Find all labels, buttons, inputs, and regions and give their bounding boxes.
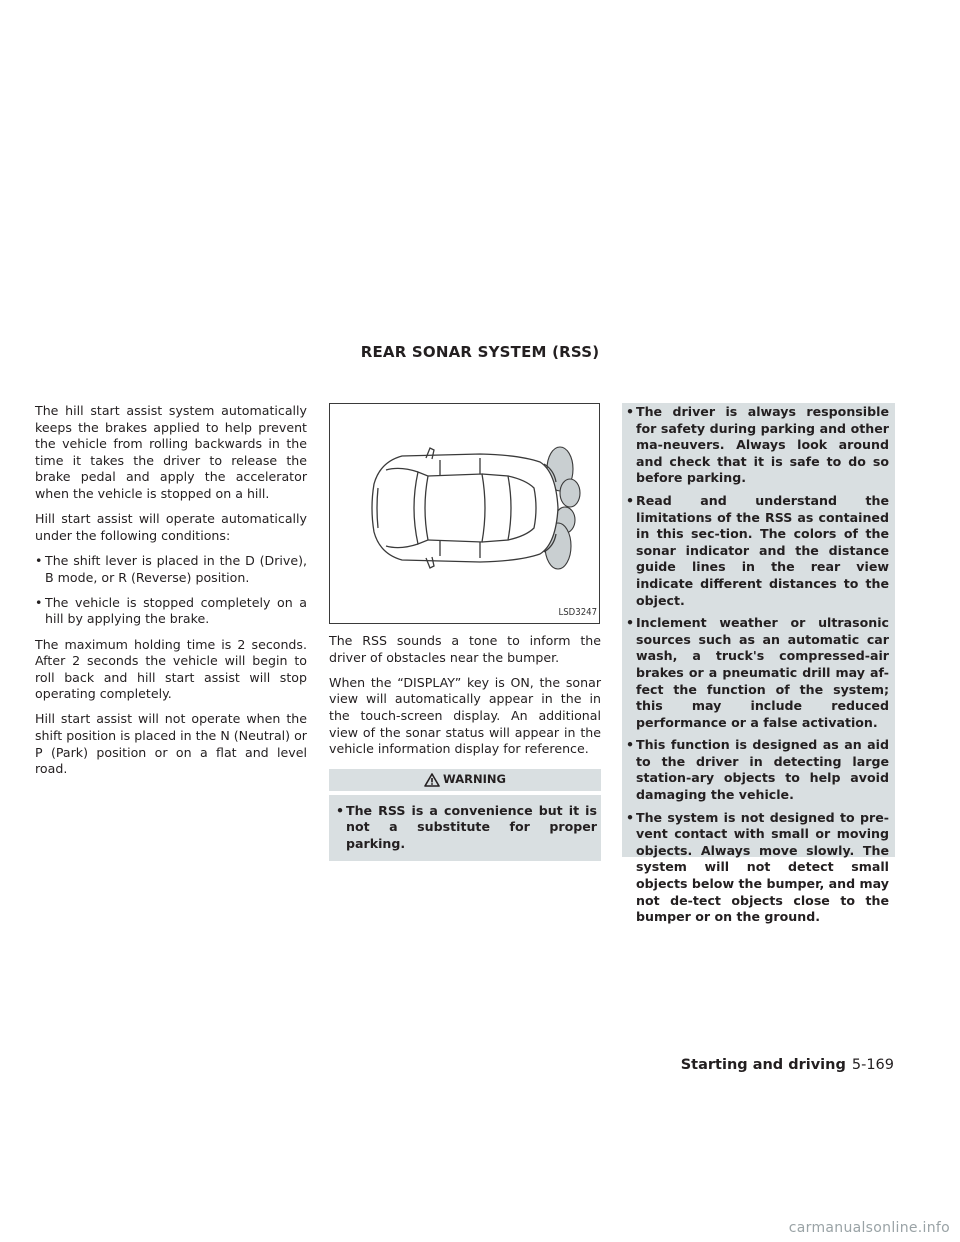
- footer-section-name: Starting and driving: [680, 1057, 846, 1073]
- list-item: [35, 553, 307, 586]
- page-number: 5-169: [851, 1057, 894, 1073]
- bullet: •: [626, 492, 635, 508]
- list-item: [626, 737, 889, 803]
- warning-label: WARNING: [443, 772, 506, 787]
- list-item: [626, 615, 889, 731]
- list-item-text: The driver is always responsible for safety during parking and other ma-neuvers. Always look around and check that it is safe to do so before parking.: [636, 404, 889, 486]
- bullet: •: [626, 737, 635, 753]
- list-item-text: Read and understand the limitations of the RSS as contained in this sec-tion. The colors of the sonar indicator and the distance guide lines in the rear view indicate different distances to the object.: [636, 492, 889, 608]
- section-title: REAR SONAR SYSTEM (RSS): [360, 343, 600, 361]
- warning-triangle-icon: [424, 773, 440, 787]
- list-item: [35, 595, 307, 628]
- list-item: [336, 803, 597, 853]
- column-1: [35, 403, 307, 786]
- list-item-text: The shift lever is placed in the D (Drive), B mode, or R (Reverse) position.: [45, 552, 307, 585]
- paragraph: The hill start assist system automatically keeps the brakes applied to help prevent the vehicle from rolling backwards in the time it takes the driver to release the brake pedal and apply the accelerator when the vehicle is stopped on a hill.: [35, 403, 307, 501]
- list-item-text: This function is designed as an aid to the driver in detecting large station-ary objects to help avoid damaging the vehicle.: [636, 737, 889, 803]
- list-item-text: Inclement weather or ultrasonic sources such as an automatic car wash, a truck's compressed-air brakes or a pneumatic drill may af-fect the function of the system; this may include reduced performance or a false activation.: [636, 615, 889, 730]
- figure-car-sonar: [329, 403, 600, 624]
- list-item: [626, 810, 889, 926]
- bullet: •: [626, 809, 635, 825]
- car-body: [372, 448, 558, 568]
- watermark: carmanualsonline.info: [788, 1220, 950, 1236]
- paragraph: When the “DISPLAY” key is ON, the sonar view will automatically appear in the in the touch-screen display. An additional view of the sonar status will appear in the vehicle information display for reference.: [329, 674, 601, 757]
- figure-code: LSD3247: [558, 607, 597, 619]
- bullet: •: [35, 552, 43, 568]
- paragraph: Hill start assist will operate automatically under the following conditions:: [35, 511, 307, 543]
- page-footer: [681, 1057, 894, 1073]
- paragraph: The RSS sounds a tone to inform the driver of obstacles near the bumper.: [329, 633, 601, 665]
- paragraph: The maximum holding time is 2 seconds. After 2 seconds the vehicle will begin to roll back and hill start assist will stop operating completely.: [35, 636, 307, 702]
- paragraph: Hill start assist will not operate when the shift position is placed in the N (Neutral) or P (Park) position or on a flat and level road.: [35, 711, 307, 777]
- list-item-text: The vehicle is stopped completely on a hill by applying the brake.: [45, 594, 307, 627]
- list-item: [626, 404, 889, 487]
- warning-header: [329, 769, 601, 791]
- bullet: •: [35, 594, 43, 610]
- sonar-zone-left-center: [560, 479, 580, 507]
- warning-box: [329, 795, 601, 861]
- bullet: •: [626, 404, 635, 419]
- warning-box-continued: [622, 403, 895, 925]
- column-2: [329, 403, 601, 861]
- list-item-text: The system is not designed to pre-vent contact with small or moving objects. Always move slowly. The system will not detect small objects below the bumper, and may not de-tect objects close to the bumper or on the ground.: [636, 809, 889, 925]
- bullet: •: [336, 802, 345, 818]
- bullet: •: [626, 615, 635, 631]
- column-3: [622, 403, 895, 925]
- list-item-text: The RSS is a convenience but it is not a substitute for proper parking.: [346, 802, 597, 851]
- list-item: [626, 493, 889, 609]
- car-top-view-illustration: [330, 404, 601, 625]
